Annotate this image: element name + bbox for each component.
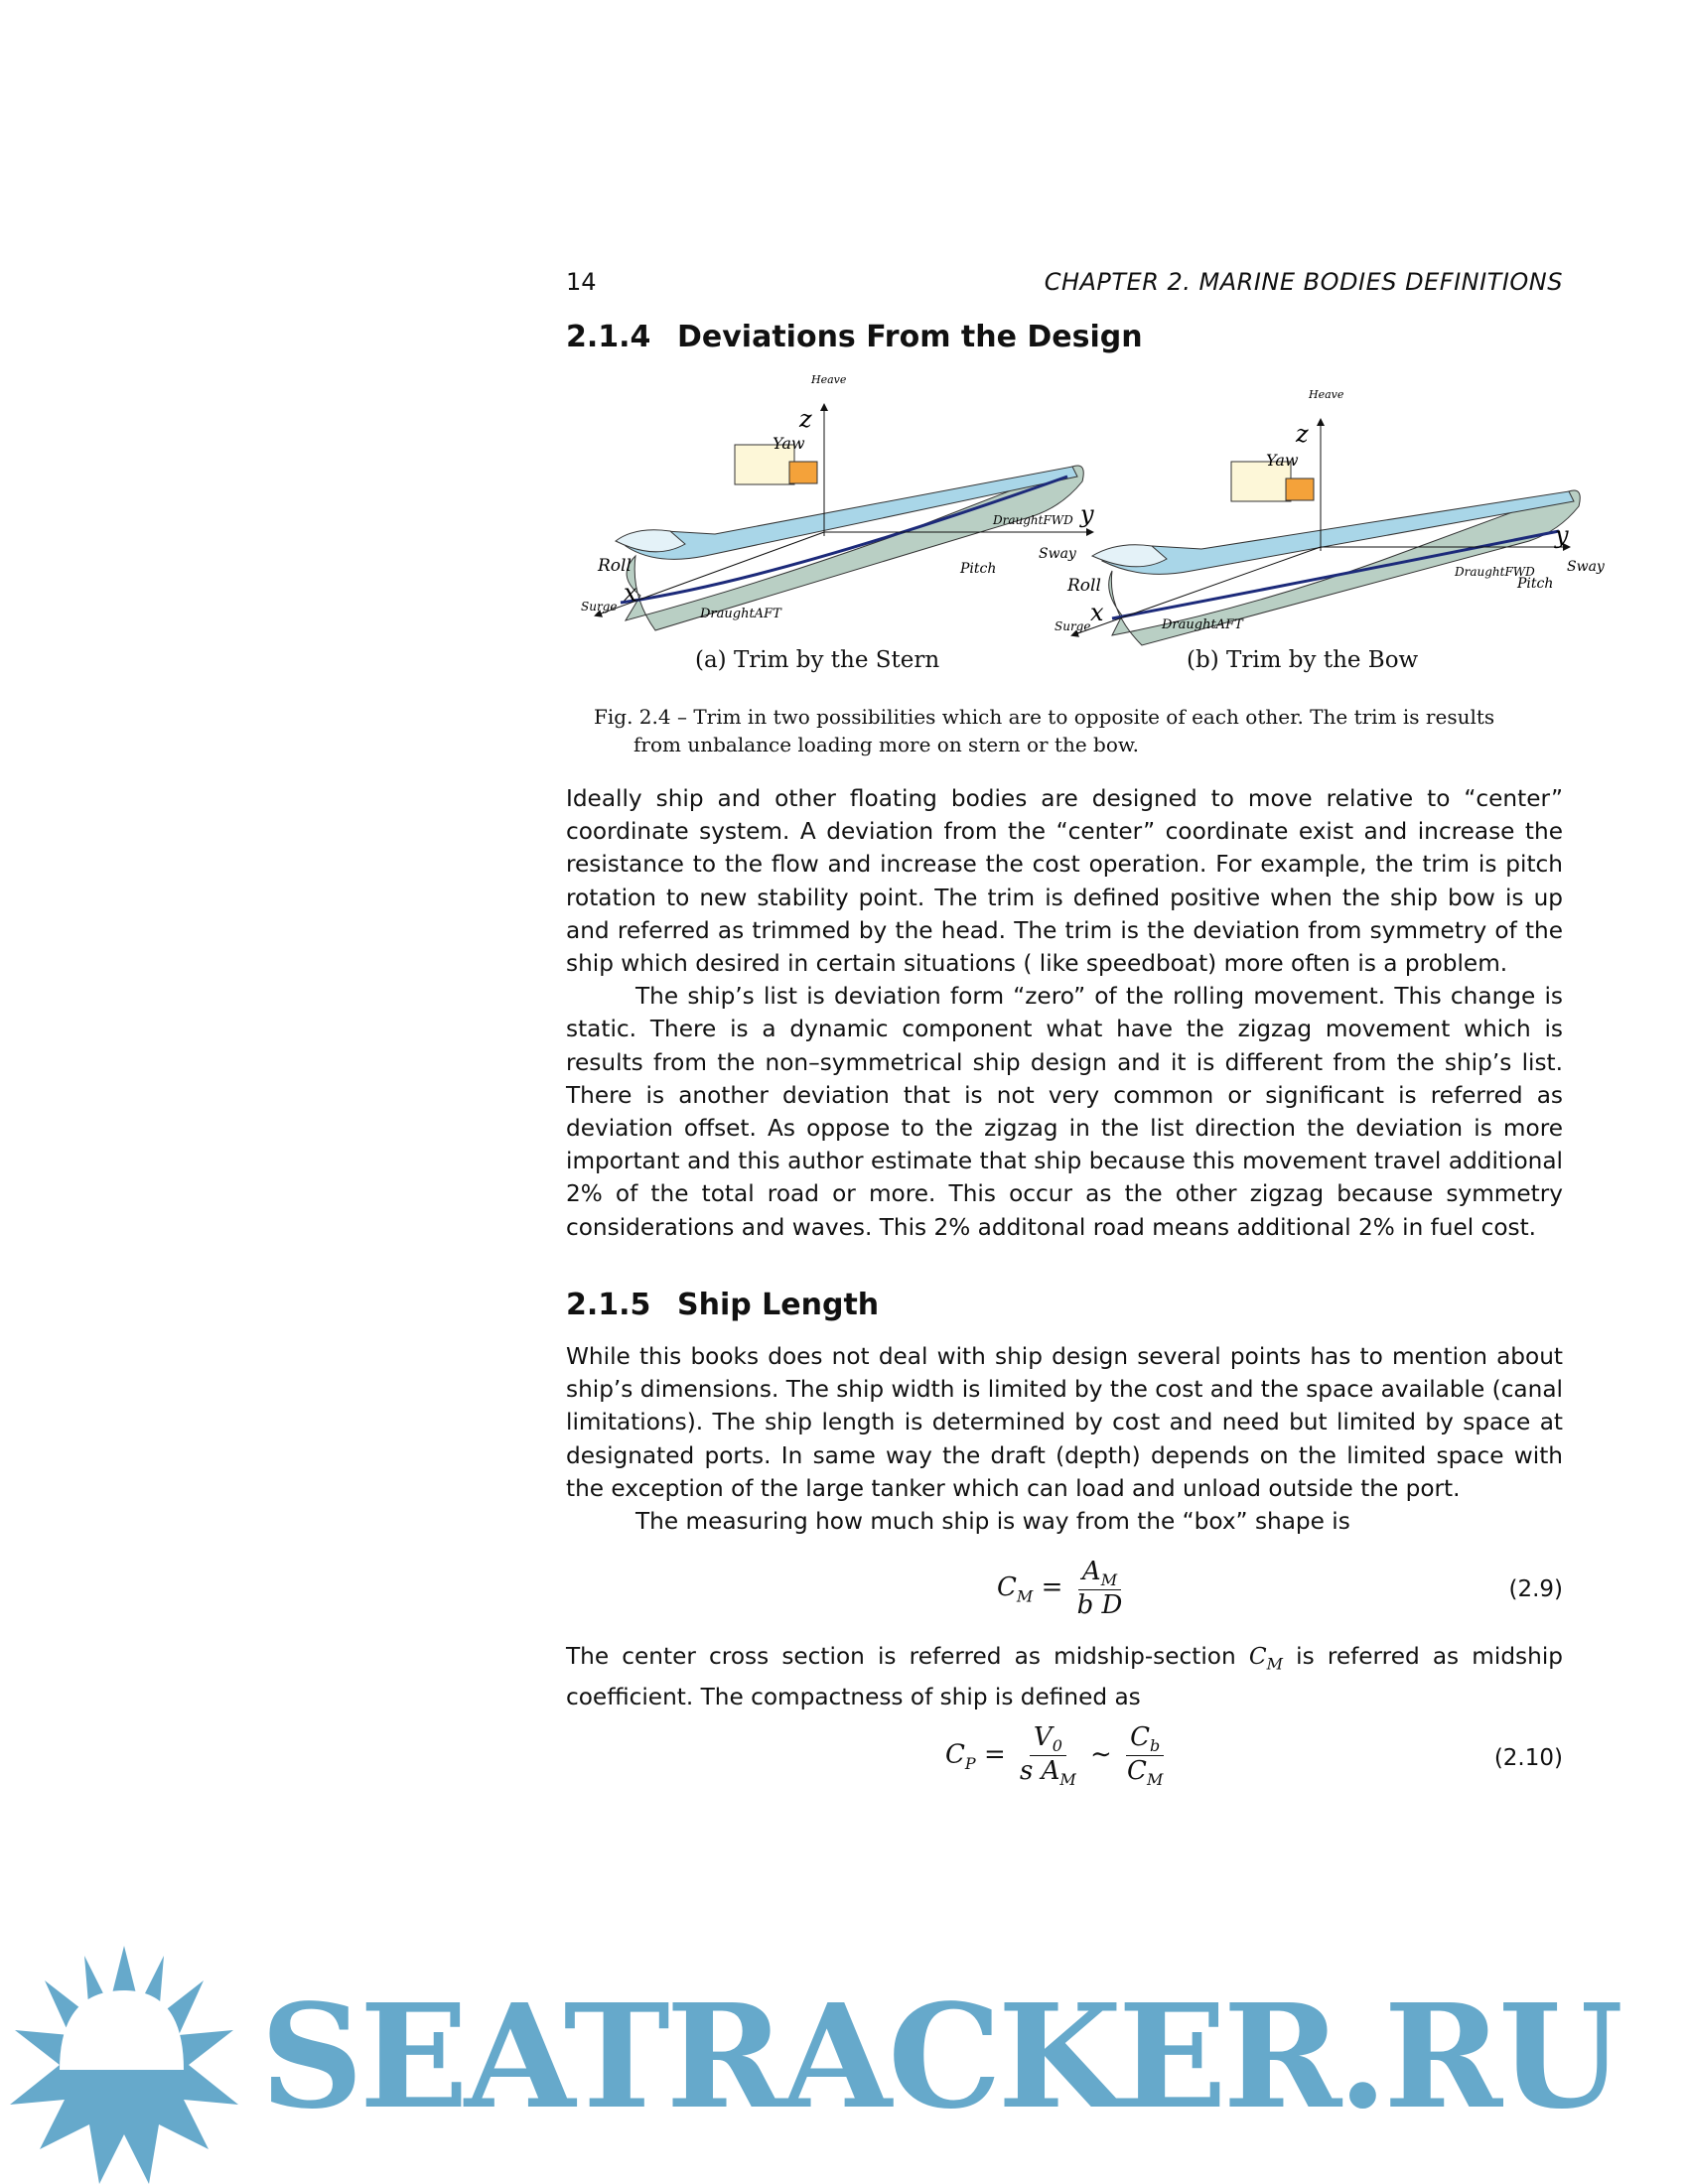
label-x-b: x xyxy=(1090,599,1104,626)
eq-symbol: ∼ xyxy=(1090,1739,1112,1770)
eq-subscript: M xyxy=(1266,1654,1283,1674)
label-sway-a: Sway xyxy=(1039,546,1076,562)
eq-subscript: M xyxy=(1059,1770,1076,1790)
section-number: 2.1.5 xyxy=(566,1288,651,1322)
label-pitch-a: Pitch xyxy=(960,561,997,577)
eq-symbol: C xyxy=(997,1572,1017,1603)
label-draught-aft-b: DraughtAFT xyxy=(1162,617,1243,632)
eq-equals: = xyxy=(1041,1572,1071,1603)
equation-2-10 xyxy=(945,1722,1170,1789)
label-y-b: y xyxy=(1555,521,1569,549)
equation-2-9 xyxy=(997,1557,1128,1620)
eq-subscript: M xyxy=(1016,1586,1034,1606)
caption-line: from unbalance loading more on stern or the bow. xyxy=(633,733,1140,756)
label-z-b: z xyxy=(1296,420,1309,448)
equation-number: (2.9) xyxy=(1508,1576,1563,1602)
eq-subscript: P xyxy=(964,1753,976,1773)
eq-subscript: M xyxy=(1146,1770,1164,1790)
ship-trim-figure xyxy=(576,367,1605,655)
eq-symbol: A xyxy=(1081,1557,1101,1586)
label-y-a: y xyxy=(1080,500,1094,528)
ship-trim-bow xyxy=(1055,388,1606,645)
label-surge-a: Surge xyxy=(581,600,618,614)
subfigure-b-caption: (b) Trim by the Bow xyxy=(1187,647,1419,673)
page-number: 14 xyxy=(566,268,597,296)
section-heading-2-1-4 xyxy=(566,320,1143,354)
sun-logo-icon xyxy=(0,1936,248,2184)
label-draught-fwd-a: DraughtFWD xyxy=(993,513,1073,527)
label-roll-a: Roll xyxy=(598,556,632,576)
eq-subscript: b xyxy=(1150,1736,1161,1756)
body-text-midship xyxy=(566,1640,1563,1713)
eq-symbol: V xyxy=(1033,1722,1053,1752)
eq-symbol: C xyxy=(1248,1643,1267,1670)
label-yaw-b: Yaw xyxy=(1266,451,1299,470)
eq-fraction xyxy=(1020,1722,1076,1789)
running-chapter-title: CHAPTER 2. MARINE BODIES DEFINITIONS xyxy=(1044,268,1563,296)
eq-symbol: C xyxy=(945,1739,965,1770)
label-yaw-a: Yaw xyxy=(773,434,805,453)
paragraph: While this books does not deal with ship design several points has to mention about ship’s dimensions. The ship width is limited by the cost and the space available (canal limitations). The ship length is determined by cost and need but limited by space at designated ports. In same way the draft (depth) depends on the limited space with the exception of the large tanker which can load and unload outside the port. xyxy=(566,1343,1563,1502)
section-number: 2.1.4 xyxy=(566,320,651,354)
equation-number: (2.10) xyxy=(1493,1745,1563,1771)
section-heading-2-1-5 xyxy=(566,1288,879,1322)
label-heave-b: Heave xyxy=(1309,388,1344,401)
watermark-text: SEATRACKER.RU xyxy=(260,1973,1619,2140)
label-draught-aft-a: DraughtAFT xyxy=(700,607,781,621)
label-x-a: x xyxy=(624,579,637,607)
eq-fraction xyxy=(1077,1557,1123,1620)
eq-equals: = xyxy=(983,1739,1014,1770)
eq-symbol: C xyxy=(1127,1756,1147,1787)
label-surge-b: Surge xyxy=(1055,619,1091,633)
eq-subscript: 0 xyxy=(1052,1736,1062,1756)
label-draught-fwd-b: DraughtFWD xyxy=(1455,565,1535,579)
subfigure-a-caption: (a) Trim by the Stern xyxy=(695,647,940,673)
paragraph: The ship’s list is deviation form “zero” of the rolling movement. This change is static. There is a dynamic component what have the zigzag movement which is results from the non–symmetrical ship design and it is different from the ship’s list. There is another deviation that is not very common or significant is referred as deviation offset. As oppose to the zigzag in the list direction the deviation is more important and this author estimate that ship because this movement travel additional 2% of the total road or more. This occur as the other zigzag because symmetry considerations and waves. This 2% additonal road means additional 2% in fuel cost. xyxy=(566,983,1563,1241)
label-heave-a: Heave xyxy=(811,373,847,386)
body-text-deviations xyxy=(566,782,1563,1244)
section-title: Ship Length xyxy=(677,1288,880,1322)
eq-fraction xyxy=(1126,1722,1164,1789)
eq-symbol: b D xyxy=(1076,1590,1123,1621)
paragraph: Ideally ship and other floating bodies are designed to move relative to “center” coordinate system. A deviation from the “center” coordinate exist and increase the resistance to the flow and increase the cost operation. For example, the trim is pitch rotation to new stability point. The trim is defined positive when the ship bow is up and referred as trimmed by the head. The trim is the deviation from symmetry of the ship which desired in certain situations ( like speedboat) more often is a problem. xyxy=(566,785,1563,978)
text-run: is referred as midship coefficient. The compactness of ship is defined as xyxy=(566,1643,1563,1710)
figure-caption xyxy=(594,703,1537,758)
label-sway-b: Sway xyxy=(1567,559,1605,575)
caption-line: Fig. 2.4 – Trim in two possibilities which are to opposite of each other. The trim is results xyxy=(594,705,1495,729)
paragraph: The measuring how much ship is way from the “box” shape is xyxy=(635,1508,1350,1536)
eq-subscript: M xyxy=(1100,1570,1118,1590)
section-title: Deviations From the Design xyxy=(677,320,1143,354)
body-text-ship-length xyxy=(566,1340,1563,1538)
label-z-a: z xyxy=(799,405,812,433)
eq-symbol: s A xyxy=(1020,1756,1060,1787)
label-roll-b: Roll xyxy=(1067,576,1101,596)
text-run: The center cross section is referred as midship-section xyxy=(566,1643,1249,1670)
label-pitch-b: Pitch xyxy=(1517,576,1554,592)
eq-symbol: C xyxy=(1130,1722,1151,1752)
